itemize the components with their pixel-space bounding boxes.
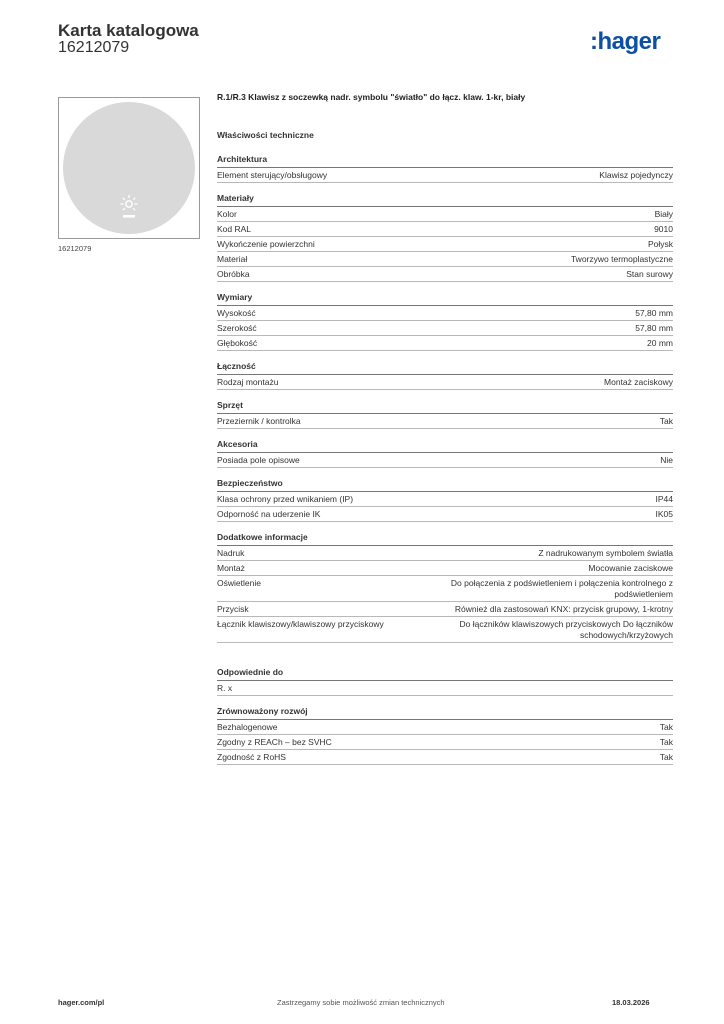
spec-label: Kolor	[217, 209, 237, 219]
spec-sections	[217, 154, 673, 643]
spec-row	[217, 492, 673, 507]
spec-value: Klawisz pojedynczy	[599, 170, 673, 180]
spec-value: Połysk	[647, 239, 673, 249]
spec-label: Zgodność z RoHS	[217, 752, 286, 762]
spec-value: Z nadrukowanym symbolem światła	[538, 548, 673, 558]
spec-value: Nie	[660, 455, 673, 465]
spec-label: Montaż	[217, 563, 245, 573]
spec-value: Również dla zastosowań KNX: przycisk grupowy, 1-krotny	[454, 604, 673, 614]
spec-section	[217, 193, 673, 282]
spec-label: Kod RAL	[217, 224, 252, 234]
spec-value: Mocowanie zaciskowe	[588, 563, 673, 573]
spec-row	[217, 546, 673, 561]
spec-value: Biały	[654, 209, 673, 219]
spec-label: Wykończenie powierzchni	[217, 239, 315, 249]
spec-section	[217, 706, 673, 765]
spec-row	[217, 321, 673, 336]
spec-label: Głębokość	[217, 338, 258, 348]
product-image	[58, 97, 200, 239]
spec-row	[217, 720, 673, 735]
spec-section	[217, 400, 673, 429]
sustainability-section	[217, 706, 673, 765]
spec-section	[217, 667, 673, 696]
spec-value: Stan surowy	[626, 269, 673, 279]
section-heading: Materiały	[217, 193, 673, 207]
spec-label: Zgodny z REACh – bez SVHC	[217, 737, 332, 747]
spec-value: Tak	[659, 737, 673, 747]
section-heading: Łączność	[217, 361, 673, 375]
spec-label: Obróbka	[217, 269, 250, 279]
image-caption: 16212079	[58, 244, 92, 253]
spec-value: Do połączenia z podświetleniem i połączenia kontrolnego z podświetleniem	[450, 578, 673, 599]
spec-label: Nadruk	[217, 548, 245, 558]
spec-value: Tworzywo termoplastyczne	[570, 254, 673, 264]
spec-label: Element sterujący/obsługowy	[217, 170, 328, 180]
spec-row	[217, 414, 673, 429]
section-heading: Bezpieczeństwo	[217, 478, 673, 492]
spec-label: Wysokość	[217, 308, 256, 318]
spec-row	[217, 267, 673, 282]
footer-website: hager.com/pl	[58, 998, 105, 1007]
spec-label: R. x	[217, 683, 233, 693]
product-title: R.1/R.3 Klawisz z soczewką nadr. symbolu "światło" do łącz. klaw. 1-kr, biały	[217, 92, 526, 102]
spec-row	[217, 375, 673, 390]
spec-section	[217, 439, 673, 468]
footer-date: 18.03.2026	[612, 998, 650, 1007]
spec-section	[217, 292, 673, 351]
spec-section	[217, 361, 673, 390]
spec-value: Do łączników klawiszowych przyciskowych Do łączników schodowych/krzyżowych	[459, 619, 673, 640]
spec-row	[217, 252, 673, 267]
footer-notice: Zastrzegamy sobie możliwość zmian technicznych	[277, 998, 445, 1007]
suitable-section	[217, 667, 673, 696]
spec-row	[217, 750, 673, 765]
spec-label: Przeziernik / kontrolka	[217, 416, 301, 426]
spec-label: Przycisk	[217, 604, 249, 614]
spec-label: Łącznik klawiszowy/klawiszowy przyciskowy	[217, 619, 384, 629]
spec-row	[217, 336, 673, 351]
spec-label: Rodzaj montażu	[217, 377, 279, 387]
spec-row	[217, 561, 673, 576]
spec-section	[217, 478, 673, 522]
spec-row	[217, 306, 673, 321]
spec-value: 20 mm	[647, 338, 673, 348]
spec-label: Oświetlenie	[217, 578, 261, 588]
spec-label: Klasa ochrony przed wnikaniem (IP)	[217, 494, 354, 504]
spec-label: Szerokość	[217, 323, 257, 333]
spec-section	[217, 154, 673, 183]
spec-value: Montaż zaciskowy	[604, 377, 673, 387]
section-heading: Architektura	[217, 154, 673, 168]
spec-section	[217, 532, 673, 643]
hager-logo: :hager	[590, 28, 661, 55]
document-title: Karta katalogowa	[58, 21, 199, 40]
section-heading: Dodatkowe informacje	[217, 532, 673, 546]
product-number: 16212079	[58, 39, 130, 56]
product-rocker-image	[63, 102, 195, 234]
spec-row	[217, 681, 673, 696]
spec-label: Materiał	[217, 254, 248, 264]
spec-row	[217, 237, 673, 252]
spec-value: 57,80 mm	[635, 308, 673, 318]
section-heading: Sprzęt	[217, 400, 673, 414]
spec-value: IP44	[655, 494, 673, 504]
spec-value: 57,80 mm	[635, 323, 673, 333]
spec-label: Odporność na uderzenie IK	[217, 509, 321, 519]
spec-row	[217, 222, 673, 237]
spec-value: IK05	[655, 509, 673, 519]
spec-row	[217, 617, 673, 643]
technical-properties-heading: Właściwości techniczne	[217, 130, 314, 140]
spec-label: Posiada pole opisowe	[217, 455, 300, 465]
spec-row	[217, 168, 673, 183]
section-heading: Akcesoria	[217, 439, 673, 453]
spec-value: Tak	[659, 722, 673, 732]
spec-value: Tak	[659, 752, 673, 762]
section-heading: Zrównoważony rozwój	[217, 706, 673, 720]
main-content	[217, 92, 673, 775]
spec-value: 9010	[654, 224, 673, 234]
spec-row	[217, 576, 673, 602]
spec-row	[217, 602, 673, 617]
spec-row	[217, 507, 673, 522]
spec-row	[217, 453, 673, 468]
section-heading: Odpowiednie do	[217, 667, 673, 681]
spec-value: Tak	[659, 416, 673, 426]
section-heading: Wymiary	[217, 292, 673, 306]
spec-label: Bezhalogenowe	[217, 722, 278, 732]
spec-row	[217, 735, 673, 750]
light-bulb-icon	[117, 194, 141, 220]
spec-row	[217, 207, 673, 222]
